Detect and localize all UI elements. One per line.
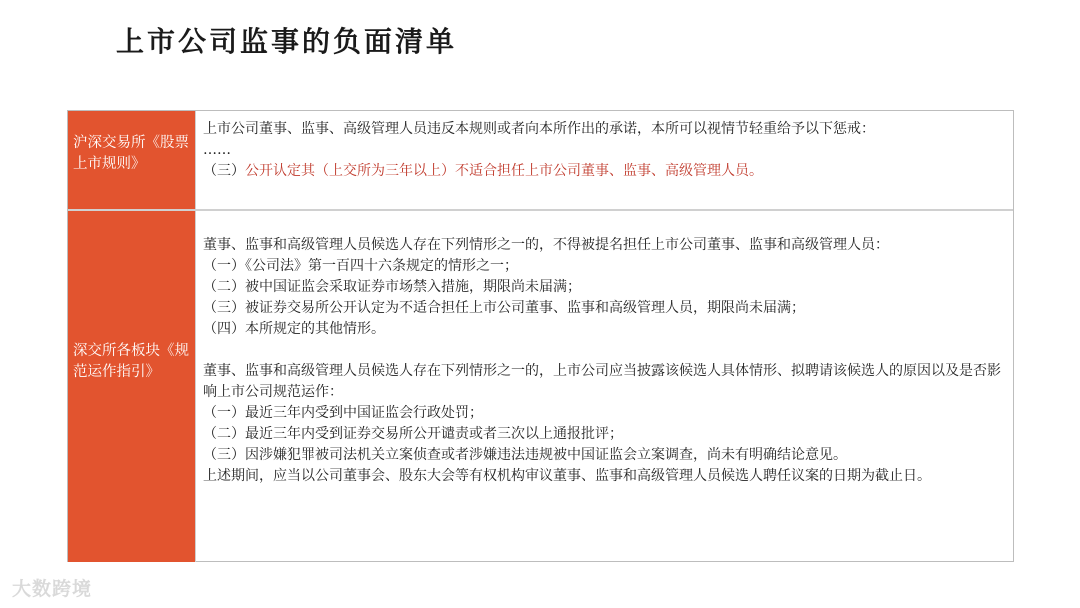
rule-intro: 上市公司董事、监事、高级管理人员违反本规则或者向本所作出的承诺，本所可以视情节轻重给予以下惩戒： xyxy=(203,121,875,137)
list-item: （三）被证券交易所公开认定为不适合担任上市公司董事、监事和高级管理人员，期限尚未届满； xyxy=(203,300,805,316)
list-item: （一）《公司法》第一百四十六条规定的情形之一； xyxy=(203,258,518,274)
item-prefix: （三） xyxy=(203,163,245,179)
list-item: （三）因涉嫌犯罪被司法机关立案侦查或者涉嫌违法违规被中国证监会立案调查，尚未有明确结论意见。 xyxy=(203,447,847,463)
paragraph-gap xyxy=(203,340,1007,361)
page-title: 上市公司监事的负面清单 xyxy=(116,25,458,58)
rule-item xyxy=(203,161,1007,182)
row-content xyxy=(196,111,1013,209)
para2-intro: 董事、监事和高级管理人员候选人存在下列情形之一的，上市公司应当披露该候选人具体情形、拟聘请该候选人的原因以及是否影响上市公司规范运作： xyxy=(203,363,1001,400)
negative-list-table xyxy=(67,110,1014,562)
list-item: （四）本所规定的其他情形。 xyxy=(203,321,385,337)
list-item: （二）最近三年内受到证券交易所公开谴责或者三次以上通报批评； xyxy=(203,426,623,442)
para2-outro: 上述期间，应当以公司董事会、股东大会等有权机构审议董事、监事和高级管理人员候选人聘任议案的日期为截止日。 xyxy=(203,468,931,484)
table-row xyxy=(68,111,1013,211)
para1-intro: 董事、监事和高级管理人员候选人存在下列情形之一的，不得被提名担任上市公司董事、监事和高级管理人员： xyxy=(203,237,889,253)
watermark-logo: 大数跨境 xyxy=(12,578,93,600)
list-item: （二）被中国证监会采取证券市场禁入措施，期限尚未届满； xyxy=(203,279,581,295)
list-item: （一）最近三年内受到中国证监会行政处罚； xyxy=(203,405,483,421)
table-row xyxy=(68,211,1013,562)
row-label: 沪深交易所《股票上市规则》 xyxy=(68,111,196,209)
row-label: 深交所各板块《规范运作指引》 xyxy=(68,211,196,562)
row-content xyxy=(196,211,1013,562)
highlighted-penalty: 公开认定其（上交所为三年以上）不适合担任上市公司董事、监事、高级管理人员。 xyxy=(245,163,763,179)
ellipsis: …… xyxy=(203,142,231,158)
